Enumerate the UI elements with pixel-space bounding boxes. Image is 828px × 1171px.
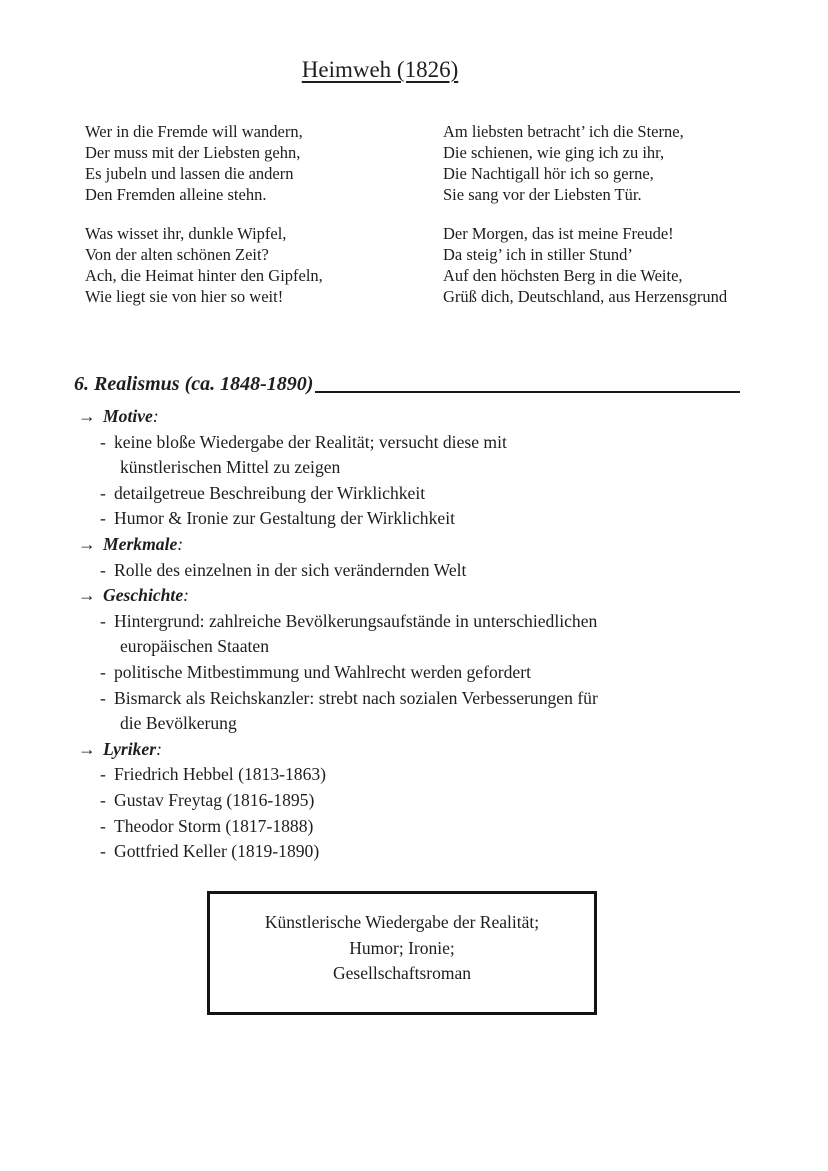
poem-line: Sie sang vor der Liebsten Tür. [443,185,642,204]
poem-line: Den Fremden alleine stehn. [85,185,267,204]
list-item-text: Hintergrund: zahlreiche Bevölkerungsaufstände in unterschiedlichen [114,610,598,631]
list-item [74,814,740,840]
poem-line: Am liebsten betracht’ ich die Sterne, [443,122,684,141]
poem-stanza-1 [85,121,443,205]
dash-bullet: - [100,841,106,862]
group-label: Lyriker [103,738,157,759]
poem-column-left [85,121,443,307]
poem-line: Die Nachtigall hör ich so gerne, [443,164,654,183]
dash-bullet: - [100,431,106,452]
list-item [74,430,740,456]
group-colon: : [183,585,189,606]
poem-line: Von der alten schönen Zeit? [85,245,269,264]
arrow-icon: → [78,585,96,606]
group-head-lyriker [74,737,740,763]
summary-box-line: Künstlerische Wiedergabe der Realität; [264,912,540,932]
poem-line: Wie liegt sie von hier so weit! [85,287,284,306]
section-realismus [74,371,740,865]
dash-bullet: - [100,610,106,631]
page-title: Heimweh (1826) [301,57,459,82]
list-item-text: keine bloße Wiedergabe der Realität; versucht diese mit [114,431,507,452]
poem-line: Auf den höchsten Berg in die Weite, [443,266,683,285]
group-label: Merkmale [103,533,178,554]
list-item-text: Bismarck als Reichskanzler: strebt nach sozialen Verbesserungen für [114,687,598,708]
list-item-continuation [74,711,740,737]
list-item-text: detailgetreue Beschreibung der Wirklichkeit [114,482,426,503]
group-colon: : [152,406,159,426]
summary-box-line: Humor; Ironie; [349,937,455,958]
list-item-text: Rolle des einzelnen in der sich verändernden Welt [114,559,467,580]
poem-line: Der muss mit der Liebsten gehn, [85,143,301,162]
arrow-icon: → [78,533,96,554]
section-groups [74,404,740,865]
poem-line: Die schienen, wie ging ich zu ihr, [443,143,665,162]
list-item-continuation [74,634,740,660]
list-item-text: Gustav Freytag (1816-1895) [114,789,315,810]
poem-line: Da steig’ ich in stiller Stund’ [443,245,633,264]
list-item [74,686,740,712]
dash-bullet: - [100,764,106,785]
group-head-motive [74,404,740,430]
list-item [74,558,740,584]
dash-bullet: - [100,789,106,810]
list-item-text: politische Mitbestimmung und Wahlrecht werden gefordert [114,661,531,682]
dash-bullet: - [100,815,106,836]
poem-line: Wer in die Fremde will wandern, [85,122,303,141]
list-item-text: Humor & Ironie zur Gestaltung der Wirklichkeit [114,508,455,529]
group-label: Motive [103,406,153,426]
list-item [74,481,740,507]
dash-bullet: - [100,482,106,503]
list-item [74,788,740,814]
poem-line: Es jubeln und lassen die andern [85,164,294,183]
summary-box [207,891,597,1015]
section-heading-text: 6. Realismus (ca. 1848-1890) [74,373,314,395]
summary-box-line: Gesellschaftsroman [332,963,471,983]
poem-line: Ach, die Heimat hinter den Gipfeln, [85,266,323,285]
group-head-merkmale [74,532,740,558]
group-colon: : [156,738,162,759]
list-item-text: Gottfried Keller (1819-1890) [114,841,320,862]
arrow-icon: → [78,406,96,426]
arrow-icon: → [78,738,96,759]
list-item-continuation [74,455,740,481]
list-item [74,762,740,788]
poem-line: Was wisset ihr, dunkle Wipfel, [85,224,287,243]
dash-bullet: - [100,687,106,708]
list-item-text: die Bevölkerung [120,713,237,734]
group-label: Geschichte [103,585,184,606]
list-item-text: Theodor Storm (1817-1888) [114,815,314,836]
dash-bullet: - [100,508,106,529]
list-item [74,506,740,532]
poem-column-right [443,121,727,307]
heading-rule-line [315,391,740,393]
list-item [74,839,740,865]
group-head-geschichte [74,583,740,609]
poem-line: Grüß dich, Deutschland, aus Herzensgrund [443,287,728,306]
dash-bullet: - [100,559,106,580]
group-colon: : [177,533,184,554]
poem-stanza-4 [443,223,727,307]
list-item-text: Friedrich Hebbel (1813-1863) [114,764,327,785]
poem-stanza-3 [443,121,727,205]
poem-line: Der Morgen, das ist meine Freude! [443,224,674,243]
list-item [74,609,740,635]
list-item-text: künstlerischen Mittel zu zeigen [120,457,341,478]
poem-stanza-2 [85,223,443,307]
list-item [74,660,740,686]
poem [85,121,727,307]
section-heading [74,371,740,397]
dash-bullet: - [100,661,106,682]
list-item-text: europäischen Staaten [120,636,269,657]
